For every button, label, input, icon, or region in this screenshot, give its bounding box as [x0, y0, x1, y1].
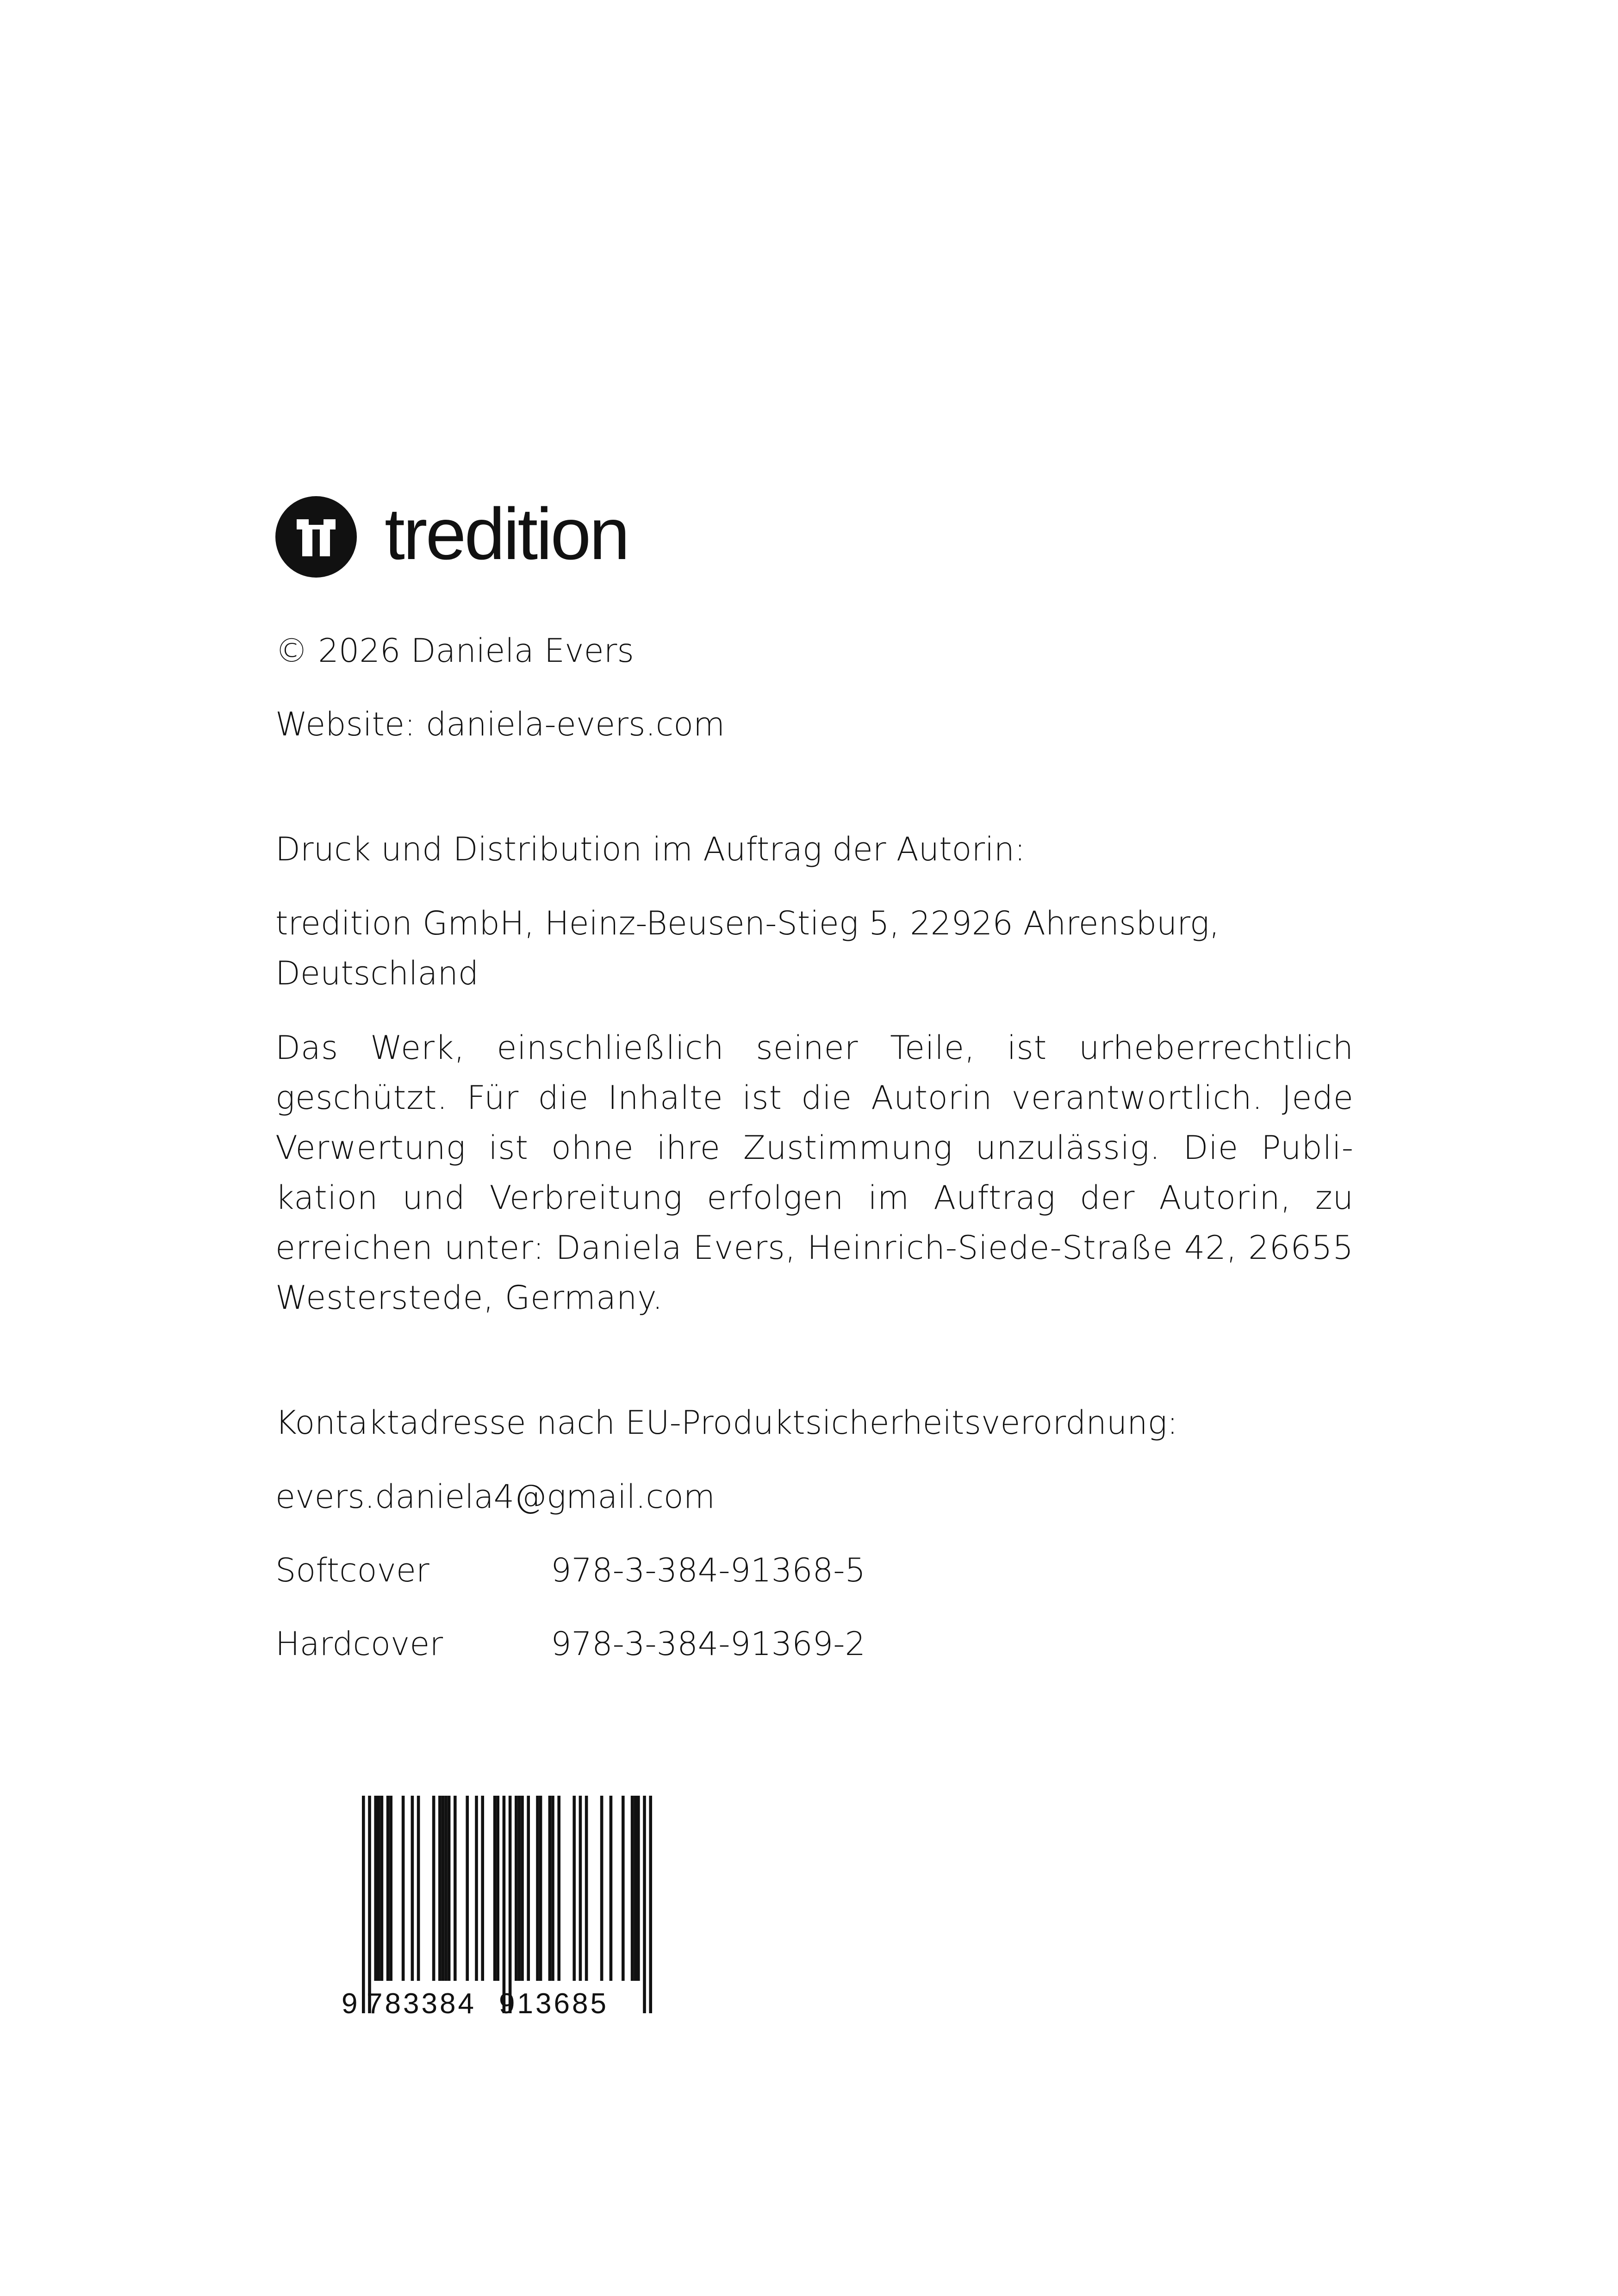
barcode-bar — [600, 1796, 604, 1981]
barcode-bar — [637, 1796, 640, 1981]
barcode-bar — [496, 1796, 499, 1981]
isbn-label: Softcover — [275, 1551, 429, 1589]
barcode-bar — [634, 1796, 637, 1981]
isbn-label: Hardcover — [275, 1625, 443, 1663]
barcode-bar — [573, 1796, 576, 1981]
barcode-bar — [389, 1796, 392, 1981]
barcode-left-digits: 783384 — [367, 1988, 474, 2018]
legal-notice: Das Werk, einschließlich seiner Teile, ist urheberrechtlich geschützt. Für die Inhalte ist die Autorin verantwortlich. Jede Verwertung ist ohne ihre Zustimmung unzulässig. Die Publi-kation und Verbreitung erfolgen im Auftrag der Autorin, zu erreichen unter: Daniela Evers, Heinrich-Siede-Straße 42, 26655 Westerstede, Germany. — [275, 1029, 1354, 1317]
barcode-bar — [444, 1796, 448, 1981]
barcode-bar — [527, 1796, 530, 1981]
barcode-bar — [503, 1796, 506, 2013]
barcode-bar — [481, 1796, 484, 1981]
barcode-bar — [610, 1796, 613, 1981]
isbn-value: 978-3-384-91369-2 — [551, 1625, 866, 1663]
publisher-address-line1: tredition GmbH, Heinz-Beusen-Stieg 5, 22926 Ahrensburg, — [275, 904, 1220, 942]
barcode-bar — [374, 1796, 377, 1981]
barcode-bar — [551, 1796, 554, 1981]
isbn-hardcover-row — [275, 1619, 865, 1669]
publisher-name: tredition — [385, 493, 629, 575]
barcode-bar — [466, 1796, 469, 1981]
publisher-logo — [275, 494, 628, 579]
print-heading: Druck und Distribution im Auftrag der Autorin: — [275, 830, 1026, 868]
barcode-bar — [417, 1796, 420, 1981]
isbn-barcode — [338, 1796, 662, 2018]
barcode-bar — [475, 1796, 478, 1981]
barcode-first-digit: 9 — [342, 1988, 358, 2018]
barcode-bar — [454, 1796, 457, 1981]
barcode-bar — [585, 1796, 588, 1981]
contact-email: evers.daniela4@gmail.com — [275, 1478, 715, 1516]
barcode-bar — [448, 1796, 451, 1981]
barcode-bar — [411, 1796, 414, 1981]
barcode-bar — [368, 1796, 371, 2013]
barcode-right-digits: 913685 — [499, 1988, 606, 2018]
copyright-line: © 2026 Daniela Evers — [275, 632, 634, 670]
isbn-softcover-row — [275, 1545, 865, 1595]
barcode-bar — [438, 1796, 442, 1981]
barcode-bar — [493, 1796, 497, 1981]
tredition-logo-icon — [275, 496, 357, 578]
barcode-bar — [380, 1796, 384, 1981]
barcode-bar — [557, 1796, 560, 1981]
barcode-bar — [631, 1796, 634, 1981]
barcode-bar — [518, 1796, 521, 1981]
barcode-bar — [649, 1796, 652, 2013]
barcode-bar — [521, 1796, 524, 1981]
website-line: Website: daniela-evers.com — [275, 705, 725, 743]
barcode-bar — [442, 1796, 445, 1981]
barcode-bar — [579, 1796, 582, 1981]
barcode-bar — [548, 1796, 552, 1981]
publisher-address-line2: Deutschland — [275, 954, 479, 992]
contact-heading: Kontaktadresse nach EU-Produktsicherheitsverordnung: — [275, 1404, 1178, 1442]
isbn-value: 978-3-384-91368-5 — [551, 1551, 866, 1589]
barcode-bar — [622, 1796, 625, 1981]
barcode-bar — [386, 1796, 390, 1981]
barcode-bar — [432, 1796, 436, 1981]
barcode-bar — [515, 1796, 518, 1981]
barcode-bar — [536, 1796, 539, 1981]
barcode-bar — [643, 1796, 646, 2013]
barcode-bar — [509, 1796, 512, 2013]
barcode-bar — [539, 1796, 542, 1981]
barcode-bar — [402, 1796, 405, 1981]
barcode-bars — [362, 1796, 652, 2013]
barcode-bar — [377, 1796, 380, 1981]
barcode-bar — [362, 1796, 365, 2013]
